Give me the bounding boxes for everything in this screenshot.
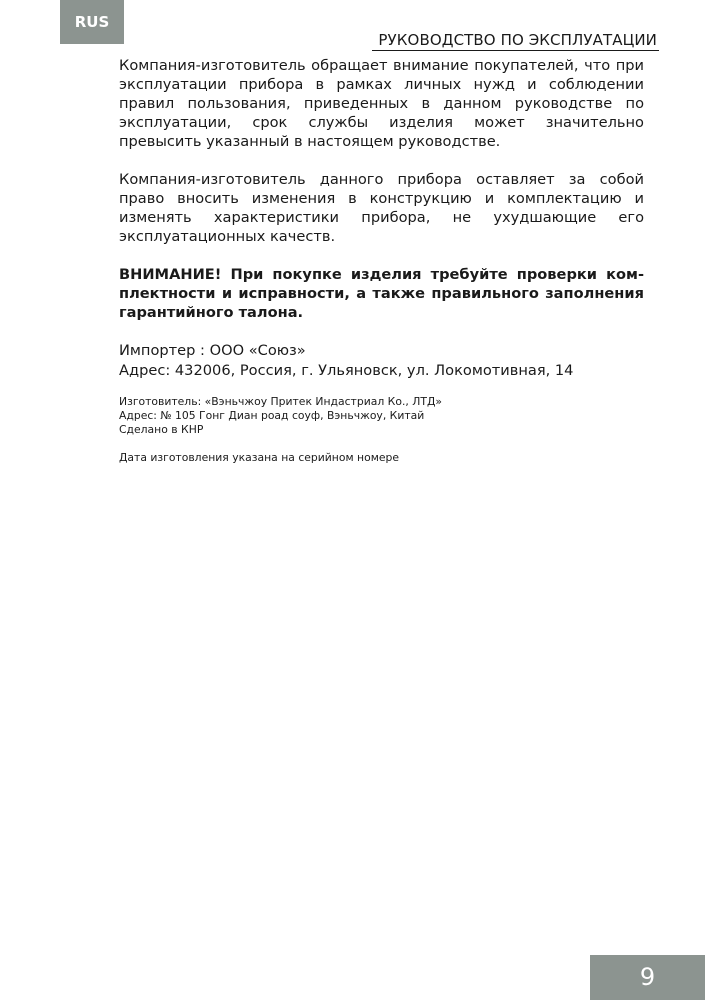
paragraph-design-changes: Компания-изготовитель данного прибора оставляет за собой право вносить изменения в конструкцию и комплектацию и изменять характеристики прибора, не ухудшающие его эксплуатационных качеств. <box>119 171 644 245</box>
manufacturer-address: Адрес: № 105 Гонг Диан роад соуф, Вэньчжоу, Китай <box>119 409 425 422</box>
manufacturer-block <box>119 395 644 437</box>
paragraph-service-life: Компания-изготовитель обращает внимание покупателей, что при эксплуатации прибора в рамках личных нужд и соблюдении правил пользования, приведенных в данном руководстве по эксплуатации, срок службы изделия может значительно превысить указанный в настоящем руководстве. <box>119 57 644 150</box>
importer-name: Импортер : ООО «Союз» <box>119 342 306 359</box>
warning-paragraph: ВНИМАНИЕ! При покупке изделия требуйте проверки комплектности и исправности, а также правильного заполнения гарантийного талона. <box>119 266 644 321</box>
importer-address: Адрес: 432006, Россия, г. Ульяновск, ул. Локомотивная, 14 <box>119 361 574 379</box>
page-content <box>119 56 644 465</box>
page-number: 9 <box>590 955 705 1000</box>
header-underline <box>372 50 659 51</box>
manufacture-date-note: Дата изготовления указана на серийном номере <box>119 451 399 464</box>
page-header-title: РУКОВОДСТВО ПО ЭКСПЛУАТАЦИИ <box>378 31 657 49</box>
manufacturer-name: Изготовитель: «Вэньчжоу Притек Индастриал Ко., ЛТД» <box>119 395 442 408</box>
language-tab: RUS <box>60 0 124 44</box>
importer-block <box>119 341 644 380</box>
country-of-origin: Сделано в КНР <box>119 423 204 436</box>
